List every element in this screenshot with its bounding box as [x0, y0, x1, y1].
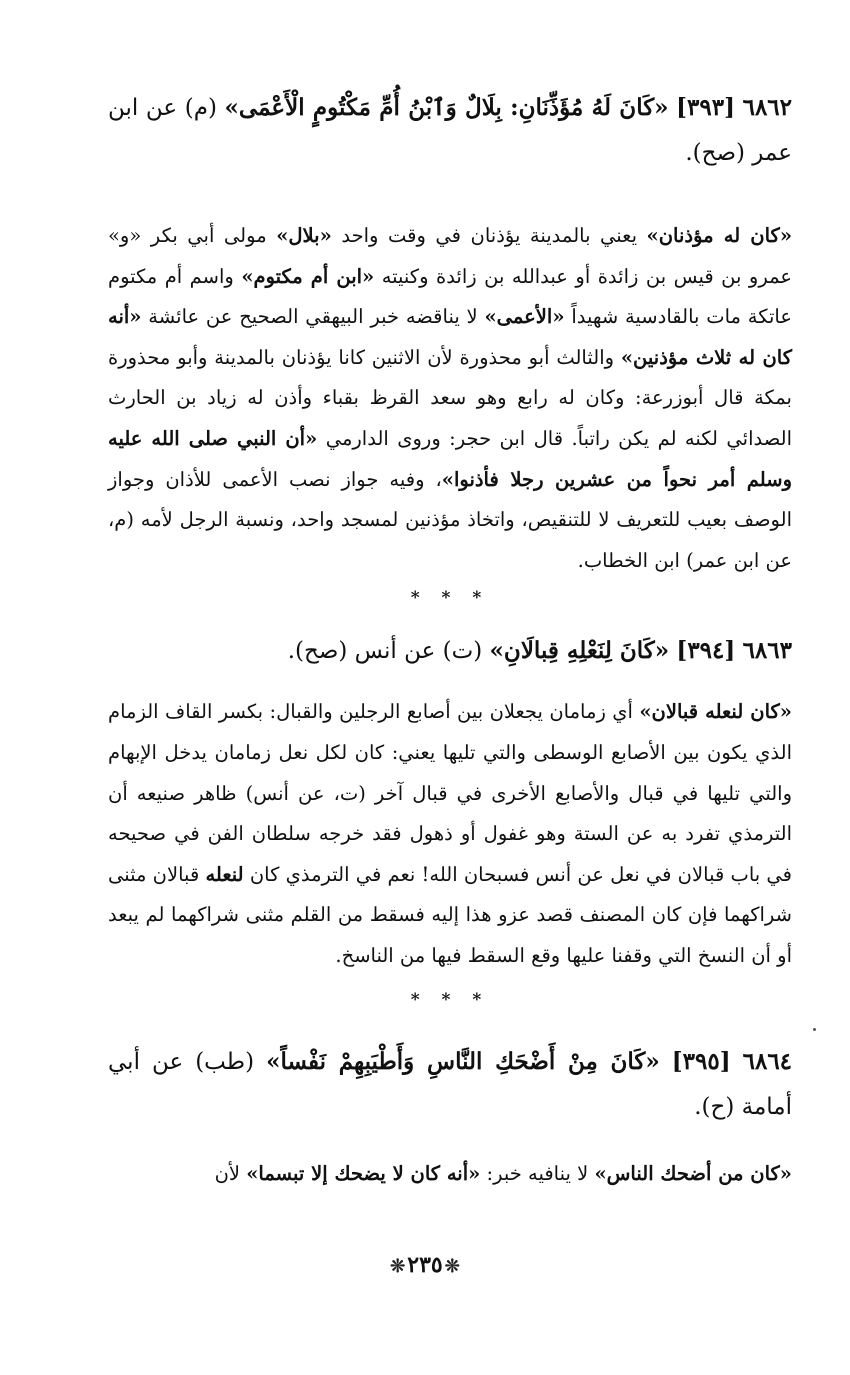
commentary-segment: مولى أبي بكر «و» عمرو بن قيس بن زائدة أو عبدالله بن زائدة وكنيته — [108, 224, 792, 288]
commentary-segment: واسم أم مكتوم عاتكة مات بالقادسية شهيداً — [108, 264, 792, 329]
entry-reference: [٣٩٣] — [676, 94, 735, 121]
entry-number: ٦٨٦٢ — [742, 94, 793, 121]
hadith-entry-6864 — [108, 1039, 792, 1130]
ornament-icon: ❊ — [444, 1256, 460, 1277]
commentary-segment: «أنه كان لا يضحك إلا تبسما» — [246, 1161, 481, 1185]
entry-reference: [٣٩٤] — [676, 637, 736, 665]
section-separator: * * * — [410, 989, 490, 1010]
entry-number: ٦٨٦٣ — [742, 637, 792, 665]
commentary-segment: «كان لنعله قبالان» — [639, 700, 792, 724]
section-separator: * * * — [410, 588, 490, 609]
page-number — [0, 1252, 850, 1278]
commentary-segment: «أنه كان له ثلاث مؤذنين» — [108, 305, 792, 369]
page-body — [108, 85, 792, 1194]
commentary-segment: يعني بالمدينة يؤذنان في وقت واحد — [331, 224, 647, 247]
commentary-6862 — [108, 216, 792, 581]
commentary-segment: «أن النبي صلى الله عليه وسلم أمر نحواً من عشرين رجلا فأذنوا» — [108, 426, 792, 491]
hadith-entry-6862 — [108, 85, 792, 176]
commentary-segment: «كان له مؤذنان» — [646, 224, 793, 247]
commentary-segment: لا ينافيه خبر: — [480, 1161, 595, 1185]
commentary-segment: «كان من أضحك الناس» — [594, 1161, 792, 1185]
commentary-segment: لأن — [214, 1161, 247, 1185]
commentary-segment: «الأعمى» — [484, 305, 565, 329]
hadith-entry-6863 — [108, 628, 792, 674]
hadith-text: «كَانَ مِنْ أَضْحَكِ النَّاسِ وَأَطْيَبِهِمْ نَفْساً» — [266, 1047, 660, 1075]
hadith-source: (م) عن ابن عمر (صح). — [108, 95, 792, 166]
ornament-icon: ❊ — [390, 1256, 406, 1277]
commentary-6864 — [108, 1154, 792, 1195]
entry-reference: [٣٩٥] — [671, 1047, 731, 1075]
hadith-source: (طب) عن أبي أمامة (ح). — [108, 1048, 792, 1120]
entry-number: ٦٨٦٤ — [742, 1047, 793, 1075]
commentary-segment: قبالان مثنى شراكهما فإن كان المصنف قصد عزو هذا إليه فسقط من القلم مثنى شراكهما لم يبعد أو أن النسخ التي وقفنا عليها وقع السقط فيها من الناسخ. — [108, 862, 792, 967]
hadith-text: «كَانَ لَهُ مُؤَذِّنَانِ: بِلَالٌ وَٱبْنُ أُمِّ مَكْتُومٍ الْأَعْمَى» — [224, 94, 669, 121]
commentary-segment: ، وفيه جواز نصب الأعمى للأذان وجواز الوصف بعيب للتعريف لا للتنقيص، واتخاذ مؤذنين لمسجد واحد، ونسبة الرجل لأمه (م، عن ابن عمر) ابن الخطاب. — [108, 467, 792, 572]
commentary-6863 — [108, 692, 792, 976]
hadith-source: (ت) عن أنس (صح). — [287, 638, 483, 665]
commentary-segment: والثالث أبو محذورة لأن الاثنين كانا يؤذنان بالمدينة وأبو محذورة بمكة قال أبوزرعة: وكان له رابع وهو سعد القرظ بقباء وأذن له زياد بن الحارث الصدائي لكنه لم يكن راتباً. قال ابن حجر: وروى الدارمي — [108, 345, 792, 450]
commentary-segment: أي زمامان يجعلان بين أصابع الرجلين والقبال: بكسر القاف الزمام الذي يكون بين الأصابع الوسطى والتي تليها يعني: كان لكل نعل زمامان يدخل الإبهام والتي تليها في قبال والأصابع الأخرى في قبال آخر (ت، عن أنس) ظاهر صنيعه أن الترمذي تفرد به عن الستة وهو غفول أو ذهول فقد خرجه سلطان الفن في صحيحه في باب قبالان في نعل عن أنس فسبحان الله! نعم في الترمذي كان — [108, 700, 792, 886]
page-number-value: ٢٣٥ — [407, 1252, 443, 1278]
commentary-segment: «ابن أم مكتوم» — [241, 264, 375, 288]
commentary-segment: لنعله — [205, 862, 244, 886]
scan-speck — [813, 1028, 816, 1031]
commentary-segment: «بلال» — [276, 224, 332, 247]
hadith-text: «كَانَ لِنَعْلِهِ قِبالَانِ» — [489, 637, 670, 665]
commentary-segment: لا يناقضه خبر البيهقي الصحيح عن عائشة — [141, 305, 485, 329]
